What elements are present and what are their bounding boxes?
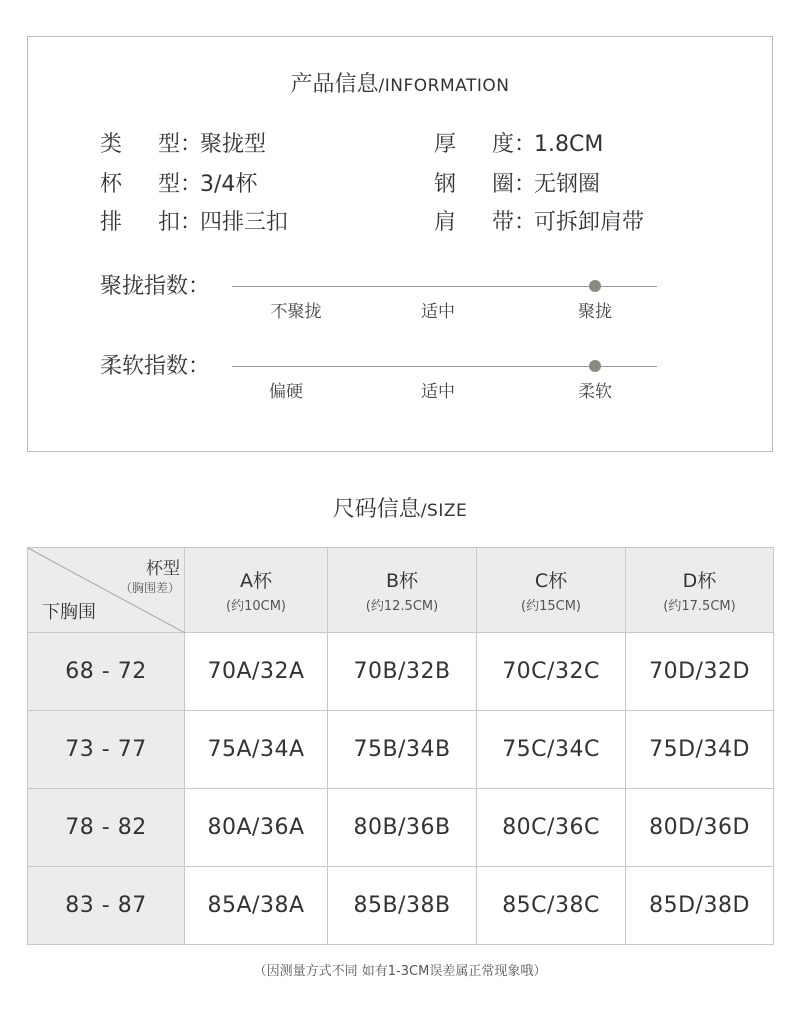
attr-label: 杯型 — [100, 172, 180, 197]
corner-underbust-label: 下胸围 — [42, 602, 96, 623]
attr-hooks — [100, 205, 288, 236]
product-info-panel — [27, 36, 773, 452]
size-cell: 85A/38A — [185, 867, 328, 945]
size-cell: 85D/38D — [626, 867, 774, 945]
size-cell: 85B/38B — [328, 867, 477, 945]
attr-colon: ： — [180, 132, 203, 157]
size-cell: 70A/32A — [185, 633, 328, 711]
info-title-en: /INFORMATION — [378, 76, 510, 96]
size-header-row — [28, 548, 774, 633]
attr-label: 肩带 — [434, 210, 514, 235]
size-cell: 70B/32B — [328, 633, 477, 711]
table-row — [28, 867, 774, 945]
cup-header-c — [477, 548, 626, 633]
table-row — [28, 711, 774, 789]
underbust-range: 78 - 82 — [28, 789, 185, 867]
attr-cup — [100, 167, 257, 198]
softness-tick-mid: 适中 — [421, 382, 455, 402]
cup-name: C杯 — [534, 570, 568, 592]
corner-cup-header — [120, 554, 180, 596]
underbust-range: 73 - 77 — [28, 711, 185, 789]
underbust-range: 68 - 72 — [28, 633, 185, 711]
info-title-cn: 产品信息 — [290, 72, 379, 97]
cup-diff: (约17.5CM) — [663, 599, 736, 614]
pushup-tick-high: 聚拢 — [578, 302, 612, 322]
size-table-corner — [28, 548, 185, 633]
corner-cup-label: 杯型 — [146, 559, 180, 579]
attr-colon: ： — [514, 172, 537, 197]
cup-name: D杯 — [682, 570, 717, 592]
size-cell: 75A/34A — [185, 711, 328, 789]
cup-diff: (约10CM) — [226, 599, 286, 614]
size-cell: 70C/32C — [477, 633, 626, 711]
pushup-scale-marker — [589, 280, 601, 292]
pushup-tick-mid: 适中 — [421, 302, 455, 322]
softness-scale-marker — [589, 360, 601, 372]
attr-value: 聚拢型 — [200, 132, 267, 157]
measurement-footnote: （因测量方式不同 如有1-3CM误差属正常现象哦） — [253, 964, 547, 979]
size-cell: 75B/34B — [328, 711, 477, 789]
table-row — [28, 633, 774, 711]
table-row — [28, 789, 774, 867]
size-cell: 75D/34D — [626, 711, 774, 789]
size-cell: 80D/36D — [626, 789, 774, 867]
size-cell: 70D/32D — [626, 633, 774, 711]
softness-scale-label: 柔软指数： — [100, 354, 211, 379]
attr-straps — [434, 205, 644, 236]
size-title — [0, 492, 800, 523]
attr-colon: ： — [514, 210, 537, 235]
attr-type — [100, 127, 266, 158]
size-cell: 75C/34C — [477, 711, 626, 789]
attr-colon: ： — [180, 172, 203, 197]
attr-label: 类型 — [100, 132, 180, 157]
cup-name: A杯 — [240, 570, 272, 592]
info-title — [28, 67, 772, 98]
pushup-scale-label: 聚拢指数： — [100, 274, 211, 299]
cup-diff: (约15CM) — [521, 599, 581, 614]
size-title-cn: 尺码信息 — [332, 497, 421, 522]
size-cell: 85C/38C — [477, 867, 626, 945]
size-cell: 80A/36A — [185, 789, 328, 867]
attr-value: 1.8CM — [534, 132, 604, 157]
cup-header-b — [328, 548, 477, 633]
attr-label: 排扣 — [100, 210, 180, 235]
attr-thickness — [434, 127, 603, 158]
corner-cup-sublabel: （胸围差） — [119, 581, 180, 595]
attr-value: 可拆卸肩带 — [534, 210, 645, 235]
softness-tick-low: 偏硬 — [269, 382, 303, 402]
attr-underwire — [434, 167, 600, 198]
attr-value: 无钢圈 — [534, 172, 601, 197]
attr-colon: ： — [514, 132, 537, 157]
size-title-en: /SIZE — [420, 501, 468, 521]
size-table — [27, 547, 774, 945]
cup-header-a — [185, 548, 328, 633]
size-cell: 80B/36B — [328, 789, 477, 867]
underbust-range: 83 - 87 — [28, 867, 185, 945]
attr-label: 钢圈 — [434, 172, 514, 197]
softness-tick-high: 柔软 — [578, 382, 612, 402]
cup-name: B杯 — [385, 570, 419, 592]
attr-colon: ： — [180, 210, 203, 235]
cup-header-d — [626, 548, 774, 633]
attr-label: 厚度 — [434, 132, 514, 157]
pushup-tick-low: 不聚拢 — [270, 302, 322, 322]
cup-diff: (约12.5CM) — [365, 599, 439, 614]
attr-value: 四排三扣 — [200, 210, 289, 235]
size-cell: 80C/36C — [477, 789, 626, 867]
attr-value: 3/4杯 — [200, 172, 258, 197]
